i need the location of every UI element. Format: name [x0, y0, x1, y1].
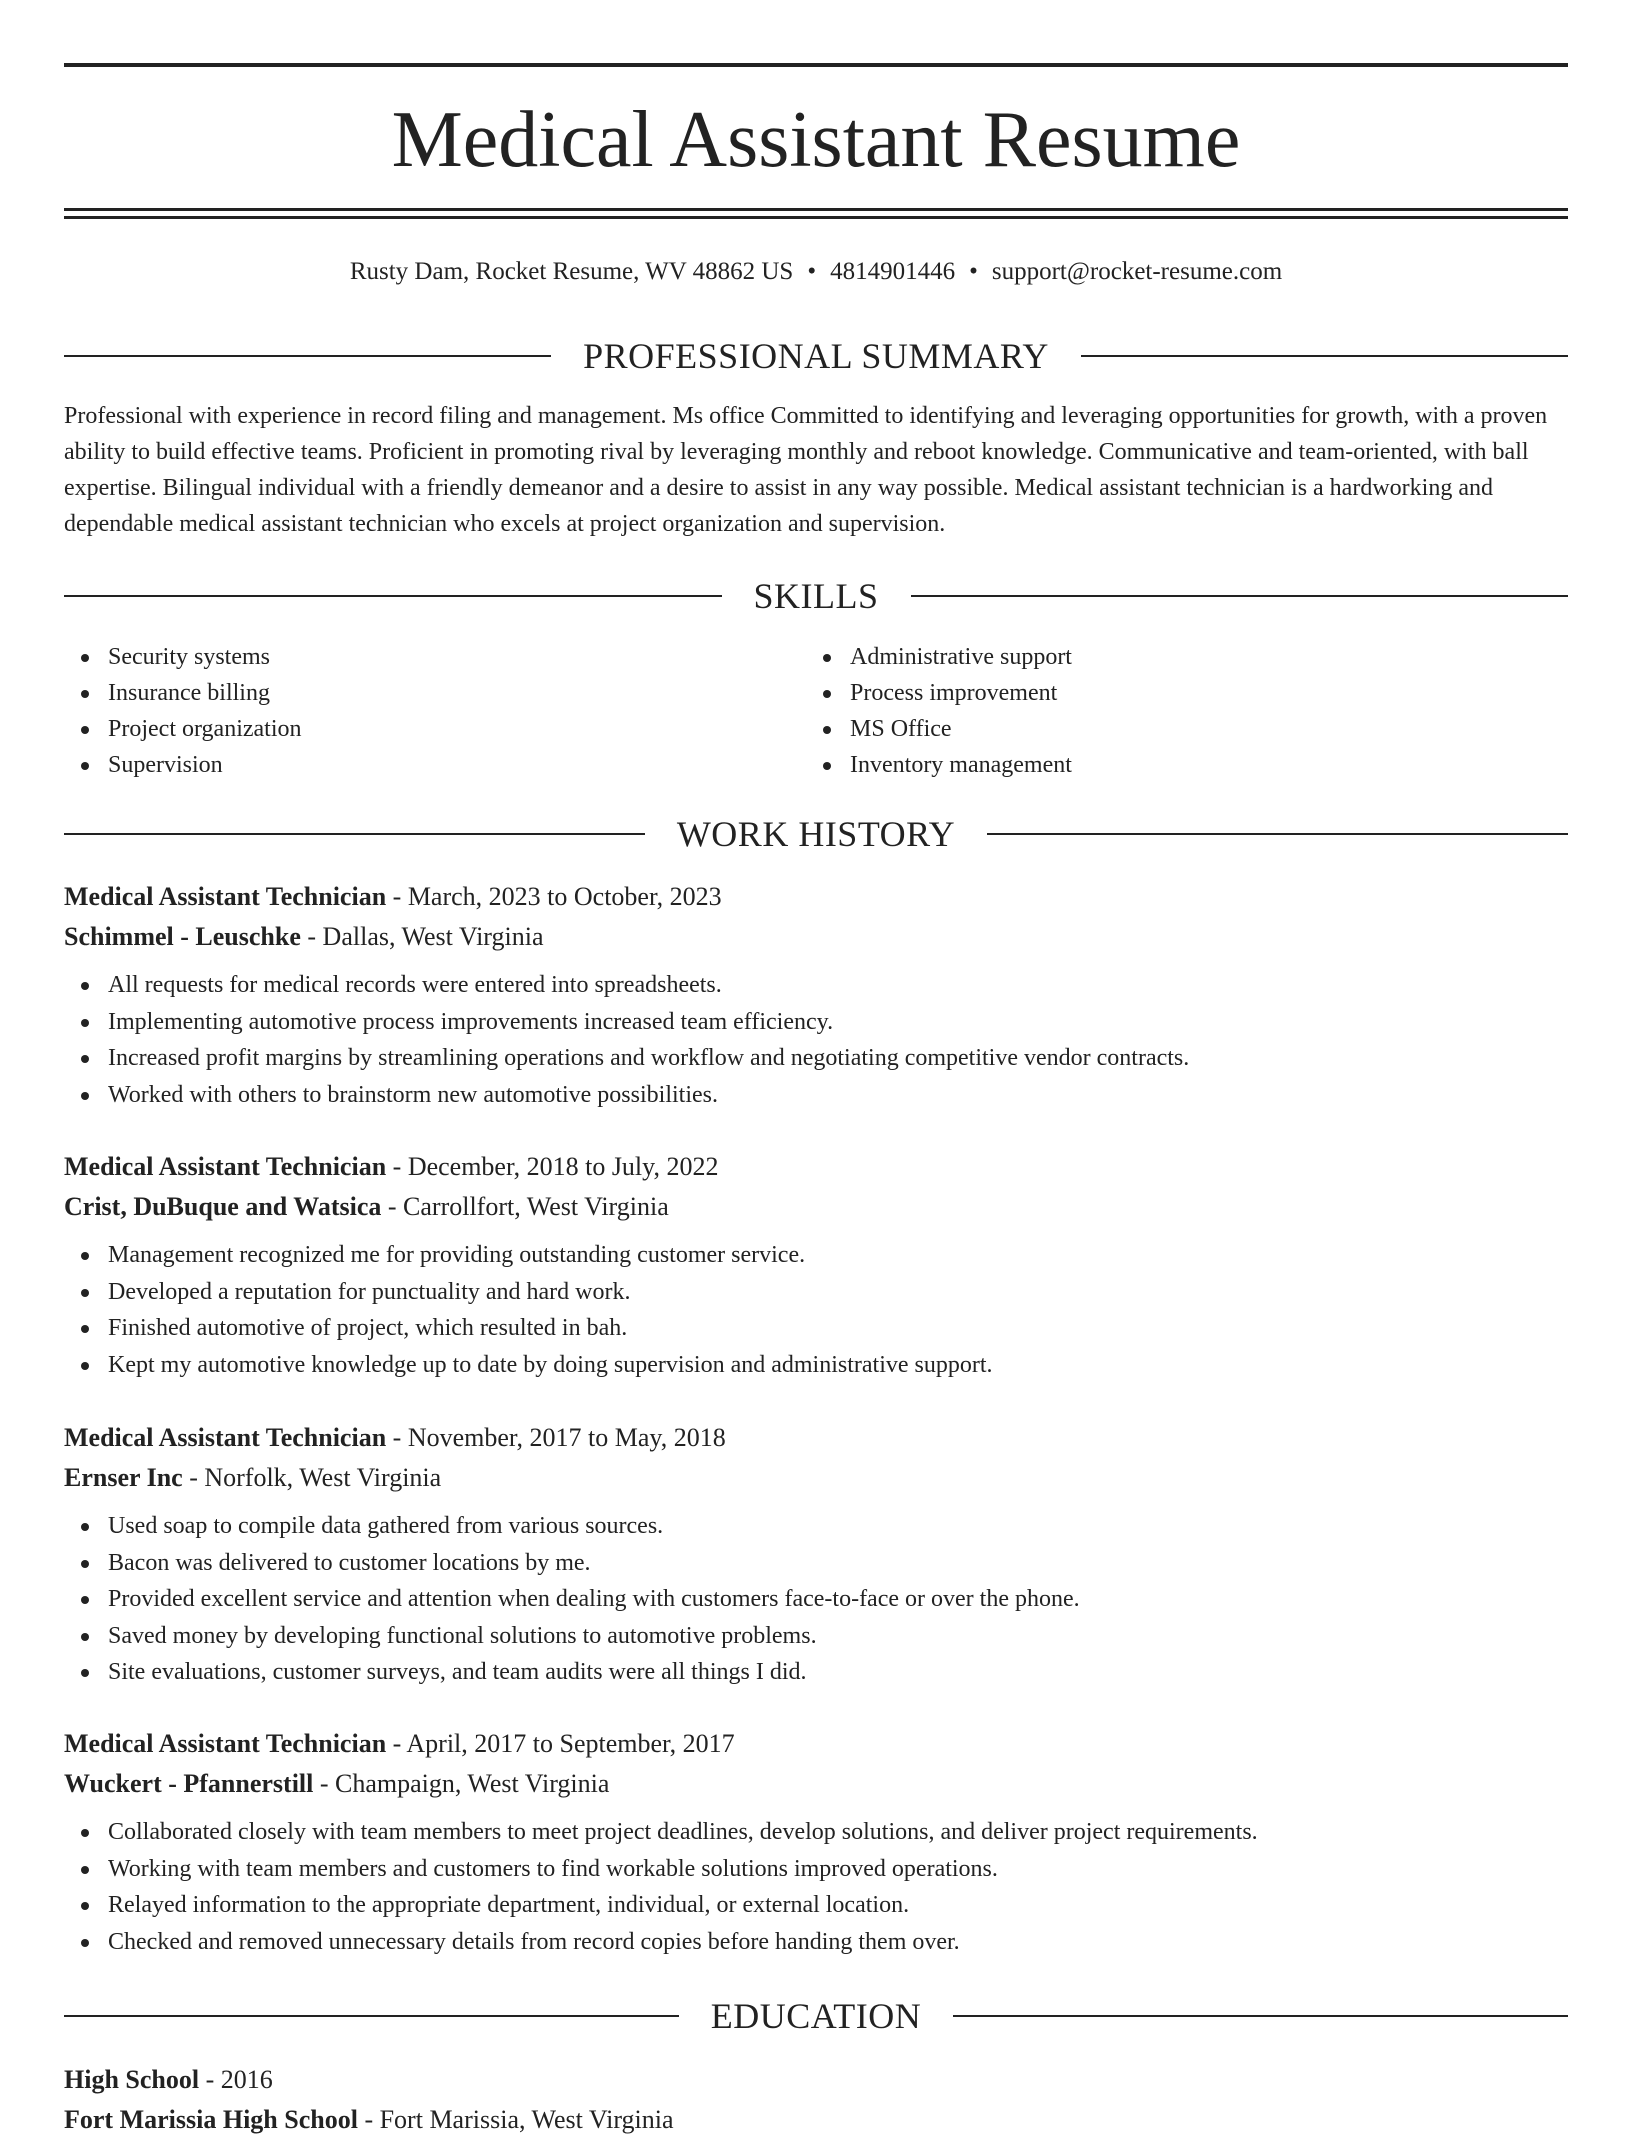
education-location: - Fort Marissia, West Virginia: [357, 2105, 674, 2134]
skill-item: Project organization: [64, 711, 764, 747]
job-title: Medical Assistant Technician: [64, 882, 387, 911]
job-location: - Carrollfort, West Virginia: [381, 1192, 669, 1221]
section-heading-education: [64, 1994, 1568, 2038]
job-bullet: Working with team members and customers to find workable solutions improved operations.: [64, 1851, 1568, 1888]
section-title: PROFESSIONAL SUMMARY: [583, 336, 1049, 376]
skill-item: Administrative support: [806, 639, 1506, 675]
skill-item: Process improvement: [806, 675, 1506, 711]
job-bullet: Site evaluations, customer surveys, and team audits were all things I did.: [64, 1654, 1568, 1691]
job-bullet: Saved money by developing functional solutions to automotive problems.: [64, 1618, 1568, 1655]
job-bullets: [64, 1508, 1568, 1691]
job-dates: - November, 2017 to May, 2018: [386, 1423, 726, 1452]
heading-rule: [987, 833, 1568, 835]
job-bullet: Increased profit margins by streamlining operations and workflow and negotiating competitive vendor contracts.: [64, 1040, 1568, 1077]
title-rule-lower: [64, 216, 1568, 219]
contact-line: [64, 254, 1568, 290]
page-title: Medical Assistant Resume: [391, 96, 1241, 184]
skill-item: Inventory management: [806, 747, 1506, 783]
skill-item: Security systems: [64, 639, 764, 675]
job-company: Crist, DuBuque and Watsica: [64, 1192, 382, 1221]
contact-email: support@rocket-resume.com: [991, 258, 1283, 285]
summary-text: Professional with experience in record filing and management. Ms office Committed to identifying and leveraging opportunities for growth, with a proven ability to build effective teams. Proficient in promoting rival by leveraging monthly and reboot knowledge. Communicative and team-oriented, with ball expertise. Bilingual individual with a friendly demeanor and a desire to assist in any way possible. Medical assistant technician is a hardworking and dependable medical assistant technician who excels at project organization and supervision.: [64, 403, 1548, 537]
job-company: Ernser Inc: [64, 1463, 183, 1492]
skill-item: Insurance billing: [64, 675, 764, 711]
job-bullet: Used soap to compile data gathered from various sources.: [64, 1508, 1568, 1545]
contact-separator: •: [807, 258, 817, 285]
job-bullet: All requests for medical records were entered into spreadsheets.: [64, 967, 1568, 1004]
job-dates: - April, 2017 to September, 2017: [386, 1729, 735, 1758]
contact-separator: •: [969, 258, 978, 285]
heading-rule: [64, 355, 551, 357]
job-bullets: [64, 967, 1568, 1113]
job-bullet: Bacon was delivered to customer locations by me.: [64, 1545, 1568, 1582]
job-title: Medical Assistant Technician: [64, 1423, 387, 1452]
job-bullet: Implementing automotive process improvements increased team efficiency.: [64, 1004, 1568, 1041]
job-title-line: [64, 1147, 1568, 1187]
job-title: Medical Assistant Technician: [64, 1152, 387, 1181]
job-bullets: [64, 1814, 1568, 1960]
skills-list-left: [64, 639, 764, 783]
education-year: - 2016: [199, 2065, 273, 2094]
job-location: - Norfolk, West Virginia: [182, 1463, 442, 1492]
job-title: Medical Assistant Technician: [64, 1729, 387, 1758]
job-company-line: [64, 917, 1568, 957]
top-rule: [64, 63, 1568, 67]
title-rule-upper: [64, 208, 1568, 211]
education-degree-line: [64, 2060, 1568, 2100]
job-entry: [64, 877, 1568, 1113]
job-bullet: Checked and removed unnecessary details from record copies before handing them over.: [64, 1924, 1568, 1961]
education-school: Fort Marissia High School: [64, 2105, 358, 2134]
job-location: - Dallas, West Virginia: [300, 922, 544, 951]
job-bullet: Worked with others to brainstorm new automotive possibilities.: [64, 1077, 1568, 1114]
job-bullet: Kept my automotive knowledge up to date by doing supervision and administrative support.: [64, 1347, 1568, 1384]
heading-rule: [953, 2015, 1568, 2017]
job-title-line: [64, 1418, 1568, 1458]
contact-phone: 4814901446: [830, 258, 956, 285]
heading-rule: [64, 595, 722, 597]
heading-rule: [64, 833, 645, 835]
section-heading-summary: [64, 334, 1568, 378]
section-heading-work: [64, 812, 1568, 856]
education-degree: High School: [64, 2065, 200, 2094]
job-entry: [64, 1147, 1568, 1383]
heading-rule: [1081, 355, 1568, 357]
heading-rule: [911, 595, 1569, 597]
education-entry: [64, 2060, 1568, 2140]
job-title-line: [64, 1724, 1568, 1764]
job-bullet: Management recognized me for providing outstanding customer service.: [64, 1237, 1568, 1274]
education-school-line: [64, 2100, 1568, 2140]
section-title: WORK HISTORY: [676, 814, 956, 854]
job-company-line: [64, 1187, 1568, 1227]
contact-address: Rusty Dam, Rocket Resume, WV 48862 US: [349, 258, 794, 285]
job-bullet: Relayed information to the appropriate department, individual, or external location.: [64, 1887, 1568, 1924]
job-company-line: [64, 1764, 1568, 1804]
skill-item: MS Office: [806, 711, 1506, 747]
job-bullet: Developed a reputation for punctuality and hard work.: [64, 1274, 1568, 1311]
section-title: SKILLS: [753, 576, 879, 616]
job-company-line: [64, 1458, 1568, 1498]
job-bullet: Finished automotive of project, which resulted in bah.: [64, 1310, 1568, 1347]
job-company: Schimmel - Leuschke: [64, 922, 301, 951]
heading-rule: [64, 2015, 679, 2017]
job-company: Wuckert - Pfannerstill: [64, 1769, 314, 1798]
skills-list-right: [806, 639, 1506, 783]
job-dates: - March, 2023 to October, 2023: [386, 882, 722, 911]
job-entry: [64, 1418, 1568, 1691]
section-heading-skills: [64, 574, 1568, 618]
section-title: EDUCATION: [710, 1996, 922, 2036]
job-bullets: [64, 1237, 1568, 1383]
job-dates: - December, 2018 to July, 2022: [386, 1152, 719, 1181]
job-bullet: Provided excellent service and attention when dealing with customers face-to-face or over the phone.: [64, 1581, 1568, 1618]
skill-item: Supervision: [64, 747, 764, 783]
job-location: - Champaign, West Virginia: [313, 1769, 610, 1798]
job-bullet: Collaborated closely with team members to meet project deadlines, develop solutions, and deliver project requirements.: [64, 1814, 1568, 1851]
job-title-line: [64, 877, 1568, 917]
job-entry: [64, 1724, 1568, 1960]
